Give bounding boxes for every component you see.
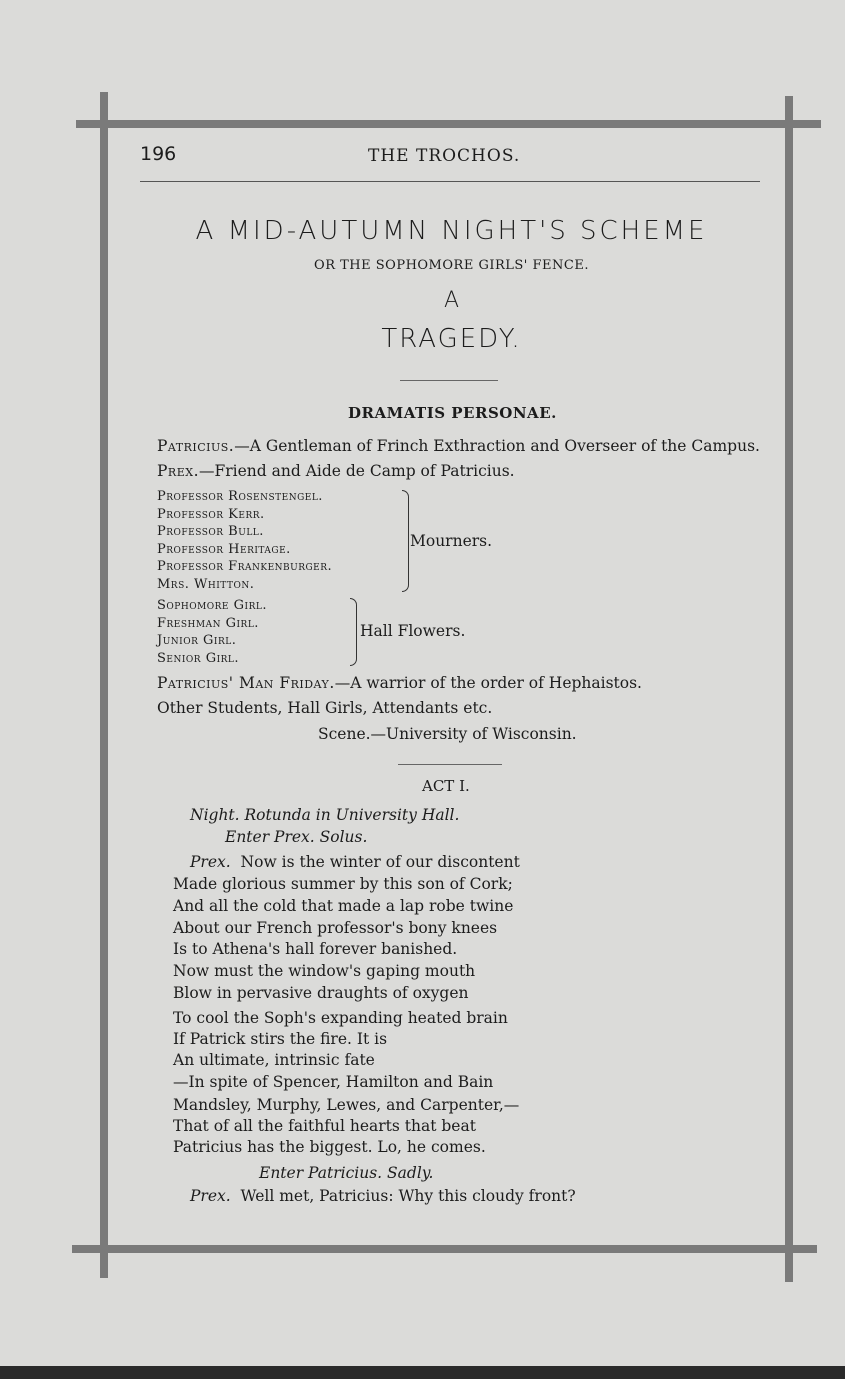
character-description: —A Gentleman of Frinch Exthraction and Overseer of the Campus. [234,437,760,455]
character-name: Patricius. [157,437,235,455]
character-man-friday [157,674,642,692]
list-item: Professor Heritage. [157,541,291,557]
verse-line [190,1187,576,1205]
character-name: Patricius' Man Friday. [157,674,335,692]
character-description: —A warrior of the order of Hephaistos. [334,674,642,692]
verse-text: Now is the winter of our discontent [240,853,520,871]
list-item: Mrs. Whitton. [157,576,255,592]
character-description: —Friend and Aide de Camp of Patricius. [199,462,515,480]
hall-flowers-list [157,597,267,667]
list-item: Professor Kerr. [157,506,265,522]
play-title: A MID-AUTUMN NIGHT'S SCHEME [195,216,708,246]
verse-text: Well met, Patricius: Why this cloudy front? [240,1187,576,1205]
stage-direction: Enter Prex. Solus. [225,828,368,846]
list-item: Professor Frankenburger. [157,559,333,574]
stage-direction: Enter Patricius. Sadly. [259,1164,434,1182]
list-item: Professor Rosenstengel. [157,489,323,504]
mourners-list [157,488,332,593]
play-genre: TRAGEDY. [381,324,522,354]
character-name: Prex. [157,462,199,480]
verse-line: Now must the window's gaping mouth [173,962,476,980]
section-divider [398,764,502,765]
verse-line: Made glorious summer by this son of Cork; [173,875,513,893]
header-divider [140,181,760,182]
verse-line: Is to Athena's hall forever banished. [173,940,458,958]
verse-line: And all the cold that made a lap robe twine [173,897,514,915]
stage-direction: Night. Rotunda in University Hall. [190,806,460,824]
verse-line: To cool the Soph's expanding heated brain [173,1009,508,1027]
frame-rule-bottom [72,1245,817,1253]
page-number: 196 [140,143,177,165]
verse-line: About our French professor's bony knees [173,919,498,937]
speaker-name: Prex. [190,853,231,871]
list-item: Junior Girl. [157,633,237,648]
scan-edge [0,1366,845,1379]
list-item: Professor Bull. [157,524,264,539]
verse-line: Patricius has the biggest. Lo, he comes. [173,1138,486,1156]
running-title: THE TROCHOS. [368,146,521,166]
list-item: Sophomore Girl. [157,598,267,613]
verse-line: Mandsley, Murphy, Lewes, and Carpenter,— [173,1096,520,1114]
verse-line: If Patrick stirs the fire. It is [173,1030,388,1048]
character-patricius [157,437,760,455]
scene-setting: Scene.—University of Wisconsin. [318,725,577,743]
frame-rule-top [76,120,821,128]
section-divider [400,380,498,381]
list-item: Senior Girl. [157,650,240,666]
verse-line: An ultimate, intrinsic fate [173,1051,375,1069]
verse-line: Blow in pervasive draughts of oxygen [173,984,469,1002]
hall-flowers-label: Hall Flowers. [360,622,466,640]
frame-rule-right [785,96,793,1282]
verse-line: —In spite of Spencer, Hamilton and Bain [173,1073,494,1091]
mourners-brace [402,490,409,592]
character-prex [157,462,515,480]
mourners-label: Mourners. [410,532,493,550]
dramatis-heading: DRAMATIS PERSONAE. [348,404,557,422]
play-article: A [443,288,460,313]
hall-flowers-brace [350,598,357,666]
verse-line [190,853,520,871]
act-heading: ACT I. [422,777,470,795]
verse-line: That of all the faithful hearts that beat [173,1117,476,1135]
other-characters: Other Students, Hall Girls, Attendants etc. [157,699,493,717]
speaker-name: Prex. [190,1187,231,1205]
list-item: Freshman Girl. [157,615,259,631]
play-subtitle: OR THE SOPHOMORE GIRLS' FENCE. [314,258,589,273]
